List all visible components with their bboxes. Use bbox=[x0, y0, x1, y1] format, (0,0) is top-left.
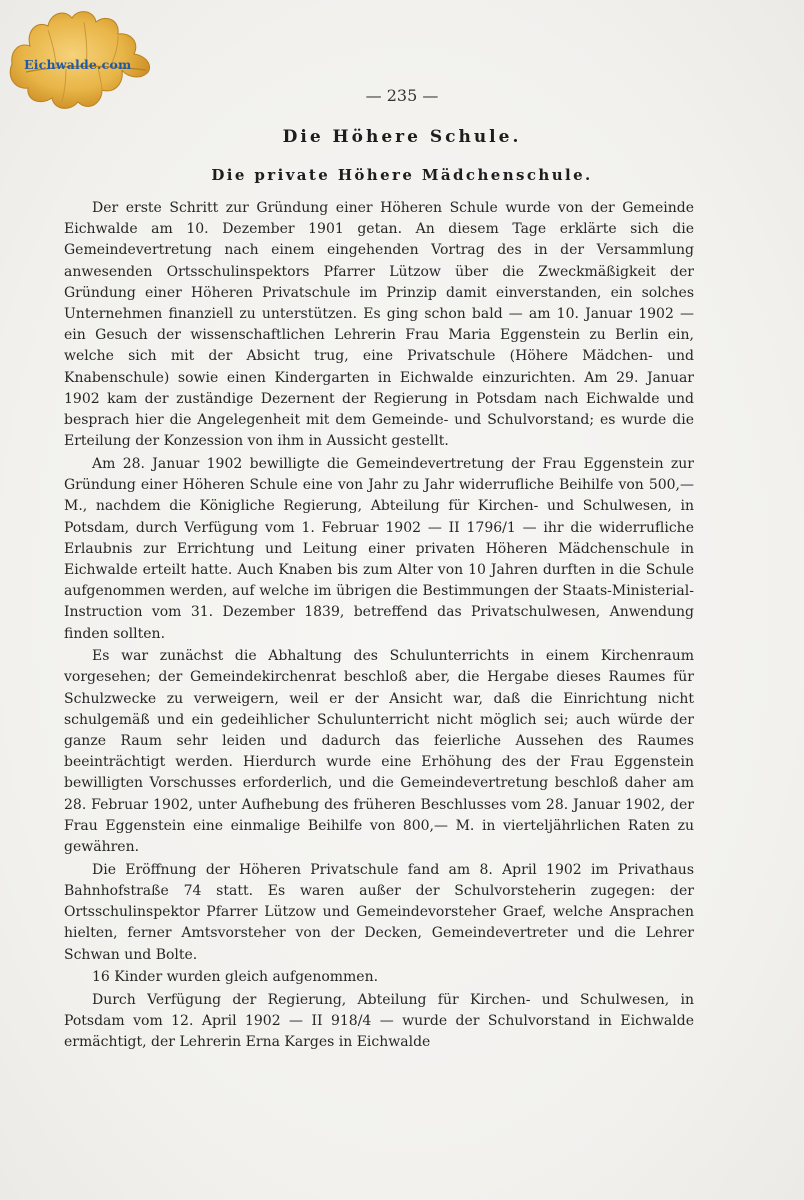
logo-text: Eichwalde.com bbox=[24, 57, 132, 72]
body-text bbox=[64, 198, 694, 1054]
page-number: — 235 — bbox=[365, 86, 439, 105]
paragraph-6: Durch Verfügung der Regierung, Abteilung für Kirchen- und Schulwesen, in Potsdam vom 12. April 1902 — II 918/4 — wurde der Schulvorstand in Eichwalde ermächtigt, der Lehrerin Erna Karges in Eichwalde bbox=[64, 992, 694, 1051]
paragraph-4: Die Eröffnung der Höheren Privatschule fand am 8. April 1902 im Privathaus Bahnhofstraße 74 statt. Es waren außer der Schulvorsteherin zugegen: der Ortsschulinspektor Pfarrer Lützow und Gemeindevorsteher Graef, welche Ansprachen hielten, ferner Amtsvorsteher von der Decken, Gemeindevertreter und die Lehrer Schwan und Bolte. bbox=[64, 861, 694, 963]
paragraph-2: Am 28. Januar 1902 bewilligte die Gemeindevertretung der Frau Eggenstein zur Gründung einer Höheren Schule eine von Jahr zu Jahr widerrufliche Beihilfe von 500,— M., nachdem die Königliche Regierung, Abteilung für Kirchen- und Schulwesen, in Potsdam, durch Verfügung vom 1. Februar 1902 — II 1796/1 — ihr die widerrufliche Erlaubnis zur Errichtung und Leitung einer privaten Höheren Mädchenschule in Eichwalde erteilt hatte. Auch Knaben bis zum Alter von 10 Jahren durften in die Schule aufgenommen werden, auf welche im übrigen die Bestimmungen der Staats-Ministerial-Instruction vom 31. Dezember 1839, betreffend das Privatschulwesen, Anwendung finden sollten. bbox=[64, 455, 694, 642]
paragraph-5: 16 Kinder wurden gleich aufgenommen. bbox=[92, 969, 379, 986]
paragraph-1: Der erste Schritt zur Gründung einer Höheren Schule wurde von der Gemeinde Eichwalde am 10. Dezember 1901 getan. An diesem Tage erklärte sich die Gemeindevertretung nach einem eingehenden Vortrag des in der Versammlung anwesenden Ortsschulinspektors Pfarrer Lützow über die Zweckmäßigkeit der Gründung einer Höheren Privatschule im Prinzip damit einverstanden, ein solches Unternehmen finanziell zu unterstützen. Es ging schon bald — am 10. Januar 1902 — ein Gesuch der wissenschaftlichen Lehrerin Frau Maria Eggenstein zu Berlin ein, welche sich mit der Absicht trug, eine Privatschule (Höhere Mädchen- und Knabenschule) sowie einen Kindergarten in Eichwalde einzurichten. Am 29. Januar 1902 kam der zuständige Dezernent der Regierung in Potsdam nach Eichwalde und besprach hier die Angelegenheit mit dem Gemeinde- und Schulvorstand; es wurde die Erteilung der Konzession von ihm in Aussicht gestellt. bbox=[64, 200, 694, 450]
section-title: Die Höhere Schule. bbox=[282, 127, 522, 147]
paragraph-3: Es war zunächst die Abhaltung des Schulunterrichts in einem Kirchenraum vorgesehen; der Gemeindekirchenrat beschloß aber, die Hergabe dieses Raumes für Schulzwecke zu verweigern, weil er der Ansicht war, daß die Einrichtung nicht schulgemäß und ein gedeihlicher Schulunterricht nicht möglich sei; auch würde der ganze Raum sehr leiden und dadurch das feierliche Aussehen des Raumes beeinträchtigt werden. Hierdurch wurde eine Erhöhung des der Frau Eggenstein bewilligten Vorschusses erforderlich, und die Gemeindevertretung beschloß daher am 28. Februar 1902, unter Aufhebung des früheren Beschlusses vom 28. Januar 1902, der Frau Eggenstein eine einmalige Beihilfe von 800,— M. in vierteljährlichen Raten zu gewähren. bbox=[64, 648, 694, 856]
section-subtitle: Die private Höhere Mädchenschule. bbox=[211, 166, 593, 184]
